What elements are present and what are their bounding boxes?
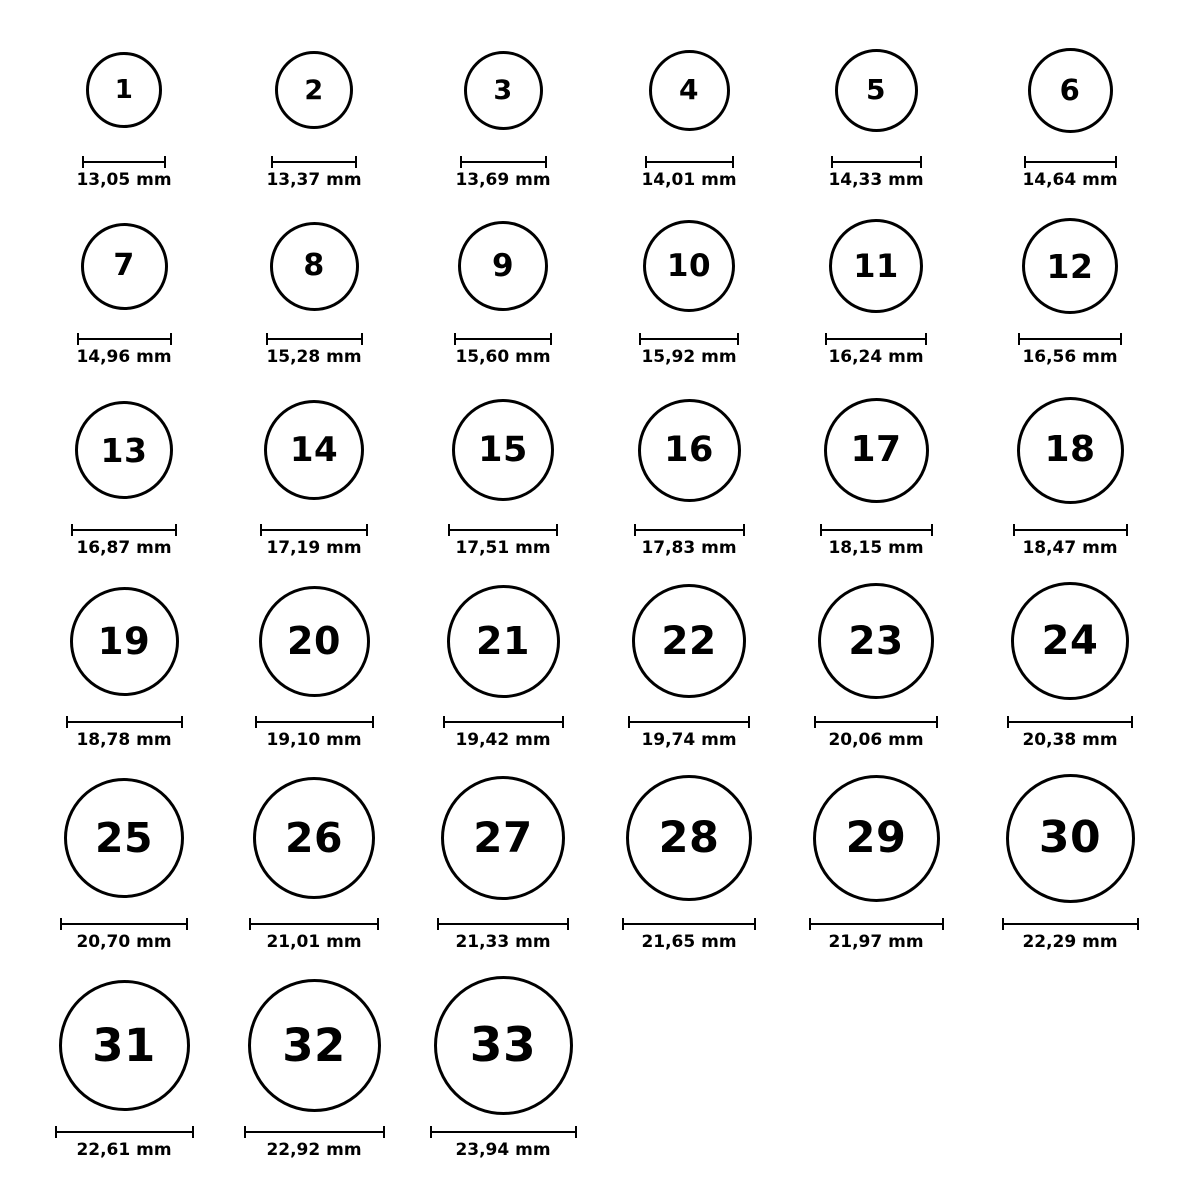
diameter-label: 16,56 mm — [1022, 347, 1118, 367]
ring-circle — [81, 223, 168, 310]
ruler-cap-left — [71, 524, 73, 536]
ring-circle — [626, 775, 752, 901]
ruler-cap-right — [355, 156, 357, 168]
diameter-ruler — [244, 1126, 385, 1138]
ruler-bar — [266, 338, 363, 340]
ruler-cap-left — [460, 156, 462, 168]
ring-size-item — [599, 399, 779, 558]
ruler-bar — [71, 529, 177, 531]
ruler-bar — [825, 338, 927, 340]
ring-circle-wrap — [86, 52, 162, 128]
ring-size-number: 22 — [661, 618, 717, 664]
diameter-ruler — [814, 716, 938, 728]
ring-size-number: 30 — [1038, 812, 1102, 863]
ring-size-number: 21 — [476, 619, 530, 663]
diameter-ruler — [271, 156, 357, 168]
ruler-cap-right — [164, 156, 166, 168]
diameter-ruler — [831, 156, 922, 168]
ring-circle — [434, 976, 573, 1115]
ruler-cap-right — [181, 716, 183, 728]
diameter-ruler — [443, 716, 564, 728]
ruler-cap-right — [737, 333, 739, 345]
diameter-ruler — [1002, 918, 1139, 930]
ring-size-number: 2 — [304, 74, 324, 106]
ring-circle-wrap — [81, 223, 168, 310]
ring-size-number: 33 — [469, 1017, 537, 1073]
ring-circle — [452, 399, 554, 501]
diameter-label: 21,97 mm — [828, 932, 924, 952]
ruler-cap-right — [372, 716, 374, 728]
ring-circle — [829, 219, 923, 313]
ruler-bar — [622, 923, 756, 925]
diameter-label: 14,96 mm — [76, 347, 172, 367]
ruler-bar — [1024, 161, 1117, 163]
ring-size-item — [413, 776, 593, 951]
ring-size-item — [980, 218, 1160, 366]
ruler-cap-right — [925, 333, 927, 345]
diameter-ruler — [622, 918, 756, 930]
ring-circle — [649, 50, 730, 131]
diameter-label: 13,37 mm — [266, 170, 362, 190]
ring-circle — [824, 398, 929, 503]
ring-size-item — [599, 775, 779, 951]
ring-circle — [253, 777, 375, 899]
diameter-label: 22,61 mm — [76, 1140, 172, 1160]
ruler-cap-right — [567, 918, 569, 930]
diameter-label: 21,65 mm — [641, 932, 737, 952]
ruler-bar — [454, 338, 552, 340]
ring-circle — [638, 399, 741, 502]
ruler-cap-left — [1013, 524, 1015, 536]
ring-size-number: 14 — [289, 430, 339, 470]
ruler-cap-right — [936, 716, 938, 728]
ring-size-number: 10 — [666, 247, 712, 284]
ruler-cap-right — [383, 1126, 385, 1138]
ring-circle — [447, 585, 560, 698]
ring-circle — [270, 222, 359, 311]
ring-circle-wrap — [638, 399, 741, 502]
diameter-label: 17,83 mm — [641, 538, 737, 558]
ring-circle-wrap — [253, 777, 375, 899]
diameter-label: 15,28 mm — [266, 347, 362, 367]
ring-circle-wrap — [434, 976, 573, 1115]
ring-size-number: 16 — [664, 429, 714, 470]
ruler-bar — [443, 721, 564, 723]
ruler-cap-left — [639, 333, 641, 345]
diameter-ruler — [820, 524, 933, 536]
ring-circle-wrap — [441, 776, 565, 900]
ruler-cap-left — [437, 918, 439, 930]
ring-circle — [70, 587, 179, 696]
ring-circle — [813, 775, 940, 902]
ruler-cap-right — [366, 524, 368, 536]
ruler-cap-left — [430, 1126, 432, 1138]
ring-circle — [643, 220, 735, 312]
ring-circle-wrap — [1022, 218, 1118, 314]
ring-circle-wrap — [649, 50, 730, 131]
ruler-cap-right — [743, 524, 745, 536]
ruler-cap-right — [192, 1126, 194, 1138]
ring-circle-wrap — [835, 49, 918, 132]
ruler-bar — [55, 1131, 194, 1133]
ruler-cap-left — [244, 1126, 246, 1138]
ring-circle-wrap — [643, 220, 735, 312]
ruler-bar — [244, 1131, 385, 1133]
ruler-cap-right — [754, 918, 756, 930]
ruler-cap-left — [55, 1126, 57, 1138]
ring-circle — [458, 221, 548, 311]
ring-size-number: 1 — [114, 75, 134, 105]
diameter-ruler — [55, 1126, 194, 1138]
ring-size-number: 31 — [92, 1018, 156, 1072]
ruler-bar — [1013, 529, 1128, 531]
ruler-bar — [260, 529, 368, 531]
ruler-cap-left — [448, 524, 450, 536]
ring-circle — [75, 401, 173, 499]
ring-circle-wrap — [632, 584, 746, 698]
ruler-cap-right — [377, 918, 379, 930]
ring-circle — [248, 979, 381, 1112]
diameter-label: 18,47 mm — [1022, 538, 1118, 558]
ruler-cap-left — [82, 156, 84, 168]
diameter-ruler — [809, 918, 944, 930]
ring-size-number: 15 — [478, 429, 528, 470]
ring-size-item — [224, 979, 404, 1160]
diameter-label: 13,69 mm — [455, 170, 551, 190]
ring-circle — [632, 584, 746, 698]
ring-circle — [64, 778, 184, 898]
ruler-cap-left — [634, 524, 636, 536]
ring-size-number: 25 — [94, 813, 154, 862]
ruler-cap-left — [249, 918, 251, 930]
ruler-cap-left — [454, 333, 456, 345]
ruler-bar — [460, 161, 547, 163]
ring-circle — [441, 776, 565, 900]
ring-circle-wrap — [1017, 397, 1124, 504]
ring-circle — [1017, 397, 1124, 504]
ring-circle — [86, 52, 162, 128]
ruler-cap-right — [545, 156, 547, 168]
ring-circle-wrap — [1006, 774, 1135, 903]
ruler-cap-right — [920, 156, 922, 168]
diameter-label: 23,94 mm — [455, 1140, 551, 1160]
ring-size-number: 8 — [303, 248, 325, 283]
ring-circle-wrap — [626, 775, 752, 901]
ring-circle — [1028, 48, 1113, 133]
ring-size-item — [224, 777, 404, 951]
ruler-bar — [645, 161, 734, 163]
ruler-bar — [255, 721, 374, 723]
diameter-ruler — [249, 918, 379, 930]
ring-size-number: 29 — [845, 812, 907, 863]
ring-size-item — [34, 52, 214, 189]
ruler-cap-left — [443, 716, 445, 728]
ring-size-item — [413, 399, 593, 557]
diameter-ruler — [437, 918, 569, 930]
ruler-bar — [82, 161, 166, 163]
ring-size-item — [34, 778, 214, 951]
diameter-label: 21,01 mm — [266, 932, 362, 952]
diameter-label: 21,33 mm — [455, 932, 551, 952]
diameter-label: 14,33 mm — [828, 170, 924, 190]
diameter-label: 16,24 mm — [828, 347, 924, 367]
ruler-cap-right — [942, 918, 944, 930]
diameter-label: 15,92 mm — [641, 347, 737, 367]
ring-size-number: 19 — [97, 619, 151, 663]
ruler-cap-left — [255, 716, 257, 728]
ruler-cap-right — [931, 524, 933, 536]
ring-circle-wrap — [64, 778, 184, 898]
ruler-cap-right — [732, 156, 734, 168]
ring-circle-wrap — [70, 587, 179, 696]
ring-size-number: 24 — [1041, 618, 1099, 664]
ring-circle — [275, 51, 353, 129]
ring-circle — [59, 980, 190, 1111]
diameter-label: 17,51 mm — [455, 538, 551, 558]
ruler-cap-left — [266, 333, 268, 345]
diameter-ruler — [82, 156, 166, 168]
ruler-cap-left — [622, 918, 624, 930]
ring-size-number: 3 — [493, 74, 513, 106]
ring-size-item — [34, 401, 214, 557]
ring-size-item — [413, 51, 593, 190]
ruler-bar — [1007, 721, 1133, 723]
ring-size-number: 28 — [658, 812, 720, 863]
ring-size-item — [980, 582, 1160, 749]
ruler-cap-right — [550, 333, 552, 345]
diameter-label: 18,78 mm — [76, 730, 172, 750]
ring-size-item — [224, 586, 404, 750]
ring-size-number: 26 — [284, 813, 344, 862]
ruler-bar — [814, 721, 938, 723]
ring-circle-wrap — [452, 399, 554, 501]
ruler-cap-left — [825, 333, 827, 345]
ring-size-number: 32 — [282, 1018, 346, 1072]
ring-circle-wrap — [270, 222, 359, 311]
ruler-cap-left — [271, 156, 273, 168]
ring-circle-wrap — [1011, 582, 1129, 700]
ring-circle-wrap — [464, 51, 543, 130]
ring-circle-wrap — [259, 586, 370, 697]
ring-circle-wrap — [813, 775, 940, 902]
ruler-bar — [249, 923, 379, 925]
ring-circle-wrap — [264, 400, 364, 500]
ruler-cap-right — [1120, 333, 1122, 345]
diameter-ruler — [460, 156, 547, 168]
ruler-cap-right — [1126, 524, 1128, 536]
ring-size-item — [980, 397, 1160, 558]
ruler-cap-right — [1131, 716, 1133, 728]
ring-circle-wrap — [829, 219, 923, 313]
ring-circle-wrap — [1028, 48, 1113, 133]
diameter-ruler — [825, 333, 927, 345]
ruler-cap-left — [60, 918, 62, 930]
ruler-bar — [66, 721, 183, 723]
ruler-cap-left — [1024, 156, 1026, 168]
diameter-label: 19,10 mm — [266, 730, 362, 750]
diameter-ruler — [266, 333, 363, 345]
ruler-cap-right — [170, 333, 172, 345]
diameter-label: 22,92 mm — [266, 1140, 362, 1160]
ring-circle-wrap — [275, 51, 353, 129]
ring-circle-wrap — [248, 979, 381, 1112]
ring-size-item — [599, 220, 779, 366]
ring-circle — [835, 49, 918, 132]
ruler-cap-left — [1007, 716, 1009, 728]
diameter-label: 22,29 mm — [1022, 932, 1118, 952]
ring-size-number: 5 — [866, 73, 886, 106]
diameter-label: 14,01 mm — [641, 170, 737, 190]
ring-size-item — [34, 223, 214, 367]
ring-size-item — [786, 583, 966, 749]
ring-circle — [259, 586, 370, 697]
diameter-ruler — [1018, 333, 1122, 345]
ring-size-item — [413, 976, 593, 1160]
ruler-cap-left — [260, 524, 262, 536]
diameter-label: 16,87 mm — [76, 538, 172, 558]
diameter-ruler — [430, 1126, 577, 1138]
ruler-cap-right — [1115, 156, 1117, 168]
ruler-cap-right — [1137, 918, 1139, 930]
ring-size-item — [34, 587, 214, 750]
ring-size-number: 18 — [1044, 429, 1096, 470]
ring-circle — [818, 583, 934, 699]
ring-size-item — [786, 775, 966, 952]
diameter-ruler — [645, 156, 734, 168]
ring-size-item — [980, 48, 1160, 190]
ring-size-number: 23 — [848, 618, 904, 664]
ring-size-number: 17 — [850, 429, 902, 470]
diameter-label: 18,15 mm — [828, 538, 924, 558]
diameter-ruler — [260, 524, 368, 536]
diameter-label: 20,38 mm — [1022, 730, 1118, 750]
ring-size-number: 7 — [113, 248, 135, 283]
ruler-bar — [77, 338, 172, 340]
ring-size-number: 6 — [1059, 72, 1081, 107]
diameter-label: 20,06 mm — [828, 730, 924, 750]
ring-size-number: 9 — [491, 247, 515, 284]
diameter-ruler — [448, 524, 558, 536]
ring-size-item — [599, 584, 779, 749]
ring-circle-wrap — [75, 401, 173, 499]
ring-size-item — [599, 50, 779, 190]
ring-size-number: 12 — [1046, 246, 1094, 286]
diameter-ruler — [77, 333, 172, 345]
ruler-cap-left — [77, 333, 79, 345]
ring-size-item — [786, 49, 966, 190]
ruler-bar — [1018, 338, 1122, 340]
ring-size-number: 20 — [287, 619, 341, 663]
ring-size-item — [980, 774, 1160, 952]
diameter-ruler — [454, 333, 552, 345]
ruler-bar — [831, 161, 922, 163]
ring-size-item — [224, 222, 404, 367]
diameter-ruler — [628, 716, 750, 728]
diameter-label: 19,42 mm — [455, 730, 551, 750]
ruler-cap-right — [575, 1126, 577, 1138]
ruler-bar — [820, 529, 933, 531]
ring-circle-wrap — [818, 583, 934, 699]
ruler-bar — [437, 923, 569, 925]
ring-circle — [464, 51, 543, 130]
ruler-bar — [639, 338, 739, 340]
diameter-label: 13,05 mm — [76, 170, 172, 190]
ring-size-item — [224, 51, 404, 189]
ring-circle-wrap — [59, 980, 190, 1111]
ring-circle-wrap — [824, 398, 929, 503]
ruler-cap-left — [1018, 333, 1020, 345]
diameter-ruler — [639, 333, 739, 345]
ruler-bar — [634, 529, 745, 531]
ruler-cap-right — [186, 918, 188, 930]
ring-circle — [264, 400, 364, 500]
ruler-cap-right — [175, 524, 177, 536]
ring-circle-wrap — [447, 585, 560, 698]
diameter-ruler — [634, 524, 745, 536]
diameter-ruler — [1007, 716, 1133, 728]
diameter-ruler — [1024, 156, 1117, 168]
ring-size-item — [224, 400, 404, 557]
ruler-cap-right — [556, 524, 558, 536]
ring-circle-wrap — [458, 221, 548, 311]
diameter-label: 14,64 mm — [1022, 170, 1118, 190]
ring-circle — [1006, 774, 1135, 903]
ruler-cap-left — [814, 716, 816, 728]
diameter-ruler — [60, 918, 188, 930]
ruler-bar — [271, 161, 357, 163]
ring-size-number: 27 — [473, 813, 533, 862]
ruler-bar — [1002, 923, 1139, 925]
ruler-cap-left — [809, 918, 811, 930]
ruler-cap-left — [628, 716, 630, 728]
ring-size-item — [413, 585, 593, 750]
ring-size-item — [34, 980, 214, 1160]
ruler-bar — [628, 721, 750, 723]
diameter-label: 20,70 mm — [76, 932, 172, 952]
diameter-ruler — [71, 524, 177, 536]
ruler-bar — [809, 923, 944, 925]
ring-circle — [1011, 582, 1129, 700]
diameter-label: 15,60 mm — [455, 347, 551, 367]
diameter-ruler — [255, 716, 374, 728]
ring-size-number: 13 — [100, 430, 148, 470]
ring-size-number: 11 — [853, 247, 899, 285]
ruler-cap-right — [361, 333, 363, 345]
diameter-label: 19,74 mm — [641, 730, 737, 750]
ring-size-item — [786, 219, 966, 366]
ruler-bar — [448, 529, 558, 531]
diameter-ruler — [66, 716, 183, 728]
ring-size-number: 4 — [679, 73, 699, 106]
ruler-cap-right — [562, 716, 564, 728]
ruler-cap-left — [66, 716, 68, 728]
ring-size-item — [413, 221, 593, 366]
ring-circle — [1022, 218, 1118, 314]
ruler-cap-left — [820, 524, 822, 536]
ruler-bar — [430, 1131, 577, 1133]
diameter-ruler — [1013, 524, 1128, 536]
ruler-cap-left — [1002, 918, 1004, 930]
ruler-cap-left — [831, 156, 833, 168]
ruler-bar — [60, 923, 188, 925]
diameter-label: 17,19 mm — [266, 538, 362, 558]
ruler-cap-right — [748, 716, 750, 728]
ring-size-item — [786, 398, 966, 558]
ruler-cap-left — [645, 156, 647, 168]
